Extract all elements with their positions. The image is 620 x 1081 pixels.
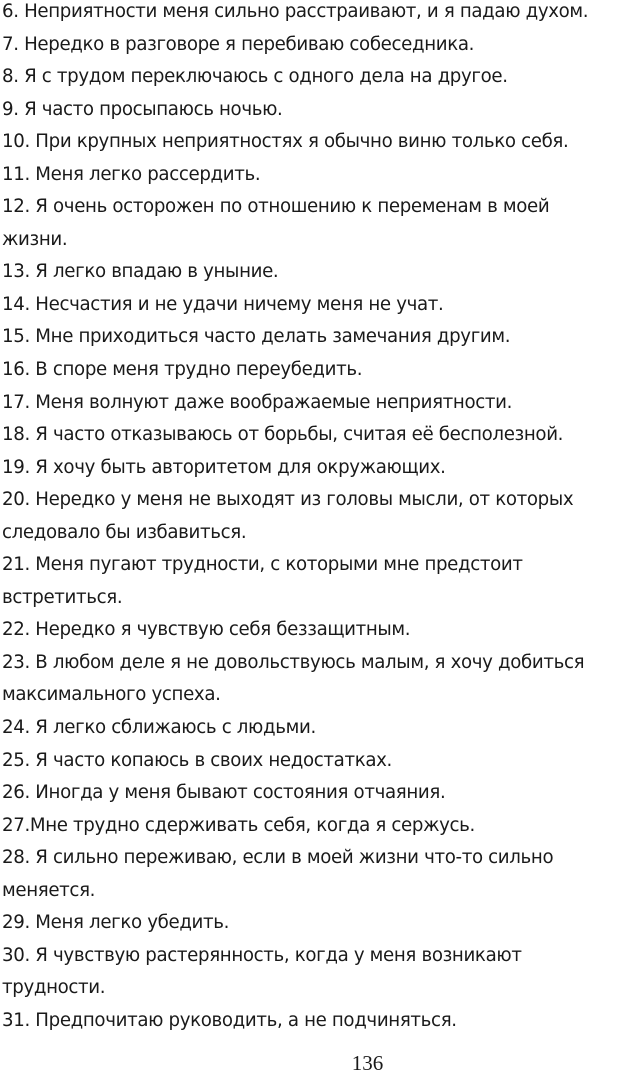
text-line: меняется. — [2, 879, 96, 901]
text-line: 11. Меня легко рассердить. — [2, 163, 261, 185]
text-line: 9. Я часто просыпаюсь ночью. — [2, 98, 283, 120]
text-line: 8. Я с трудом переключаюсь с одного дела на другое. — [2, 66, 508, 88]
text-line: трудности. — [2, 977, 106, 999]
text-line: 14. Несчастия и не удачи ничему меня не учат. — [2, 293, 444, 315]
text-line: 17. Меня волнуют даже воображаемые неприятности. — [2, 391, 513, 413]
text-line: максимального успеха. — [2, 684, 221, 706]
text-line: 29. Меня легко убедить. — [2, 912, 230, 934]
text-line: 26. Иногда у меня бывают состояния отчаяния. — [2, 782, 446, 804]
text-line: 10. При крупных неприятностях я обычно виню только себя. — [2, 131, 569, 153]
page-number: 136 — [351, 1051, 384, 1075]
text-line: 6. Неприятности меня сильно расстраивают, и я падаю духом. — [2, 1, 589, 22]
text-line: 13. Я легко впадаю в уныние. — [2, 261, 279, 283]
text-line: 7. Нередко в разговоре я перебиваю собеседника. — [2, 33, 475, 55]
text-line: 27.Мне трудно сдерживать себя, когда я сержусь. — [2, 814, 475, 836]
text-line: жизни. — [2, 228, 68, 250]
text-line: 12. Я очень осторожен по отношению к переменам в моей — [2, 196, 550, 218]
text-line: 24. Я легко сближаюсь с людьми. — [2, 717, 316, 739]
text-line: 22. Нередко я чувствую себя беззащитным. — [2, 619, 411, 641]
text-line: 15. Мне приходиться часто делать замечания другим. — [2, 326, 511, 348]
text-line: встретиться. — [2, 586, 123, 608]
text-line: 30. Я чувствую растерянность, когда у меня возникают — [2, 944, 522, 966]
text-line: 18. Я часто отказываюсь от борьбы, считая её бесполезной. — [2, 424, 564, 446]
text-line: 21. Меня пугают трудности, с которыми мне предстоит — [2, 554, 523, 576]
text-line: 19. Я хочу быть авторитетом для окружающих. — [2, 456, 446, 478]
text-line: следовало бы избавиться. — [2, 521, 247, 543]
text-line: 25. Я часто копаюсь в своих недостатках. — [2, 749, 392, 771]
text-line: 20. Нередко у меня не выходят из головы мысли, от которых — [2, 489, 574, 511]
text-line: 28. Я сильно переживаю, если в моей жизни что-то сильно — [2, 847, 554, 869]
text-line: 23. В любом деле я не довольствуюсь малым, я хочу добиться — [2, 651, 585, 673]
text-line: 31. Предпочитаю руководить, а не подчиняться. — [2, 1009, 457, 1031]
text-line: 16. В споре меня трудно переубедить. — [2, 359, 363, 381]
questionnaire-text — [2, 0, 614, 1038]
